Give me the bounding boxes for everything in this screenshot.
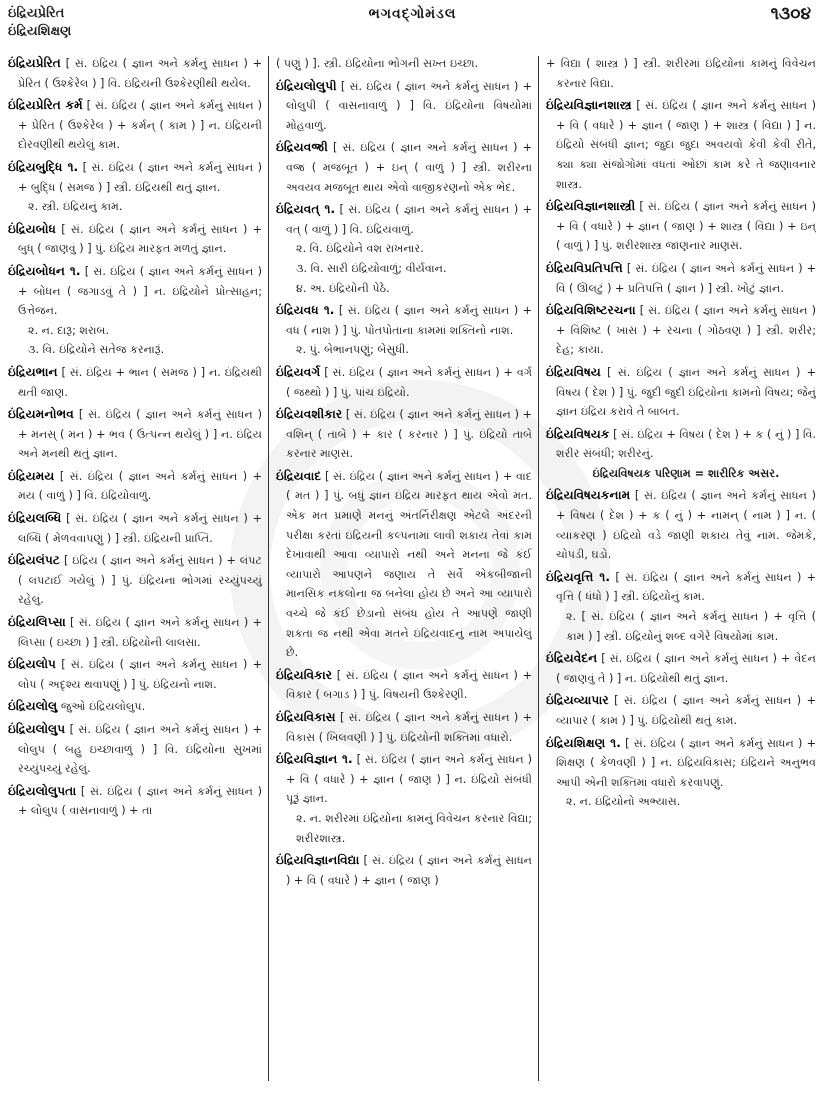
dictionary-entry	[276, 54, 532, 74]
entry-headword: ઇંદ્રિયબોધ	[8, 221, 56, 236]
dictionary-column-2	[276, 54, 532, 1084]
column-divider	[538, 56, 539, 1081]
dictionary-entry	[276, 138, 532, 197]
entry-definition: [ સં. ઇંદ્રિય ( જ્ઞાન અને કર્મનું સાધન ) + બોધન ( જગાડવું તે ) ] ન. ઇંદ્રિયોને પ્રોત્સાહન; ઉત્તેજન.	[18, 264, 262, 318]
entry-definition: [ સં. ઇંદ્રિય + વિષય ( દેશ ) + ક ( નું ) ] વિ. શરીર સંબંધી; શરીરનું.	[556, 427, 816, 461]
entry-headword: ઇંદ્રિયવિપ્રતિપત્તિ	[546, 260, 623, 275]
entry-definition: [ સં. ઇંદ્રિય ( જ્ઞાન અને કર્મનું સાધન ) + વિ ( વધારે ) + જ્ઞાન ( જાણ ) + શાસ્ત્ર ( વિદ્યા ) ] ન. ઇંદ્રિયો સંબંધી જ્ઞાન; જુદા જુદા અવયવો કેવી કેવી રીતે, ક્યા ક્યા સંજોગોમાં વધતાં ઓછાં કામ કરે તે જણાવનાર શાસ્ત્ર.	[556, 99, 816, 191]
entry-headword: ઇંદ્રિયબોધન ૧.	[8, 263, 81, 278]
dictionary-entry	[8, 220, 262, 259]
dictionary-entry	[276, 405, 532, 464]
dictionary-entry	[546, 363, 816, 422]
entry-definition: [ સં. ઇંદ્રિય ( જ્ઞાન અને કર્મનું સાધન ) + લોલુપી ( વાસનાવાળું ) ] વિ. ઇંદ્રિયોના વિષયોમાં મોહવાળું.	[286, 79, 532, 132]
entry-headword: ઇંદ્રિયવિજ્ઞાનશાસ્ત્ર	[546, 98, 632, 113]
entry-headword: ઇંદ્રિયવત્ ૧.	[276, 202, 336, 217]
dictionary-entry	[546, 54, 816, 93]
entry-definition: [ સં. ઇંદ્રિય ( જ્ઞાન અને કર્મનું સાધન ) + મનસ્ ( મન ) + ભવ ( ઉત્પન્ન થયેલું ) ] ન. ઇંદ્રિય અને મનથી થતું જ્ઞાન.	[18, 408, 262, 461]
entry-example: ઇંદ્રિયવિષયક પરિણામ = શારીરિક અસર.	[592, 466, 780, 480]
entry-definition: [ સં. ઇંદ્રિય + ભાન ( સમજ ) ] ન. ઇંદ્રિયથી થતી જાણ.	[18, 365, 262, 399]
entry-headword: ઇંદ્રિયભાન	[8, 364, 58, 379]
dictionary-entry	[546, 486, 816, 564]
entry-definition: [ ઇંદ્રિય ( જ્ઞાન અને કર્મનું સાધન ) + લંપટ ( લપટાઈ ગયેલું ) ] પું. ઇંદ્રિયના ભોગમાં રચ્યુંપચ્યું રહેલું.	[18, 554, 262, 607]
entry-headword: ઇંદ્રિયવધ ૧.	[276, 303, 335, 318]
entry-headword: ઇંદ્રિયલોલુપતા	[8, 783, 77, 798]
dictionary-entry	[8, 782, 262, 821]
entry-headword: ઇંદ્રિયલોલુપ	[8, 722, 66, 736]
dictionary-column-3	[546, 54, 816, 1084]
entry-definition: [ સં. ઇંદ્રિય ( જ્ઞાન અને કર્મનું સાધન ) + વિ ( ઊલટું ) + પ્રતિપત્તિ ( જ્ઞાન ) ] સ્ત્રી. ખોટું જ્ઞાન.	[556, 261, 816, 295]
dictionary-entry	[8, 54, 262, 93]
entry-headword: ઇંદ્રિયવિકાસ	[276, 710, 336, 724]
entry-definition: [ સં. ઇંદ્રિય ( જ્ઞાન અને કર્મનું સાધન ) + વ્યાપાર ( કામ ) ] પું. ઇંદ્રિયોથી થતું કામ.	[556, 694, 816, 727]
dictionary-entry	[8, 697, 262, 717]
entry-definition: [ સં. ઇંદ્રિય ( જ્ઞાન અને કર્મનું સાધન ) + વૃત્તિ ( ધંધો ) ] સ્ત્રી. ઇંદ્રિયોનું કામ.	[556, 570, 816, 604]
entry-definition: [ સં. ઇંદ્રિય ( જ્ઞાન અને કર્મનું સાધન ) + વજ્ર ( મજબૂત ) + ઇન્ ( વાળું ) ] સ્ત્રી. શરીરના અવયવ મજબૂત થાય એવો વાજીકરણનો એક ભેદ.	[286, 141, 532, 194]
entry-definition: [ સં. ઇંદ્રિય ( જ્ઞાન અને કર્મનું સાધન ) + વિ ( વધારે ) + જ્ઞાન ( જાણ )	[286, 854, 532, 887]
dictionary-entry	[276, 200, 532, 298]
dictionary-entry	[276, 363, 532, 402]
entry-sense: ૨. ન. દારૂ; શરાબ.	[28, 323, 110, 337]
dictionary-entry	[8, 613, 262, 652]
entry-definition: [ સં. ઇંદ્રિય ( જ્ઞાન અને કર્મનું સાધન ) + વાદ ( મત ) ] પું. બધું જ્ઞાન ઇંદ્રિય મારફત થાય એવો મત. એક મત પ્રમાણે મનનું અંતર્નિરીક્ષણ એટલે અંદરની પરીક્ષા કરતાં ઇંદ્રિયની કલ્પનામાં લાવી શકાય તેવાં કામ દેખાવાથી આવા વ્યાપારો નથી અને મનના જે કંઈ વ્યાપારો આપણને જણાય તે સર્વે એકબીજાની માનસિક નકલોના જ બનેલા હોય છે અને આ વ્યાપારો વચ્ચે જે કંઈ છેડાનો સંબંધ હોય તે આપણે જાણી શકતા જ નથી એવા મતને ઇંદ્રિયવાદનું નામ અપાયેલું છે.	[286, 469, 532, 660]
entry-headword: ઇંદ્રિયવિષયકનામ	[546, 488, 631, 503]
entry-headword: ઇંદ્રિયવિજ્ઞાન ૧.	[276, 752, 353, 767]
entry-headword: ઇંદ્રિયવૃત્તિ ૧.	[546, 569, 611, 584]
entry-definition: [ સં. ઇંદ્રિય ( જ્ઞાન અને કર્મનું સાધન ) + લોલુપ ( વાસનાવાળું ) + તા	[18, 784, 262, 818]
dictionary-entry	[546, 259, 816, 298]
entry-headword: ઇંદ્રિયલોપ	[8, 657, 56, 672]
dictionary-entry	[276, 708, 532, 747]
entry-headword: ઇંદ્રિયવ્યાપાર	[546, 693, 609, 708]
dictionary-entry	[276, 666, 532, 705]
entry-headword: ઇંદ્રિયલિપ્સા	[8, 615, 66, 630]
entry-definition: [ સં. ઇંદ્રિય ( જ્ઞાન અને કર્મનું સાધન ) + પ્રેરિત ( ઉશ્કેરેલ ) + કર્મન્ ( કામ ) ] ન. ઇંદ્રિયની દોરવણીથી થયેલું કામ.	[18, 99, 262, 152]
entry-headword: ઇંદ્રિયવજ્રી	[276, 140, 328, 155]
column-divider	[268, 56, 269, 1081]
entry-headword: ઇંદ્રિયવિજ્ઞાનશાસ્ત્રી	[546, 199, 636, 214]
dictionary-column-1	[8, 54, 262, 1084]
entry-headword: ઇંદ્રિયવિકાર	[276, 667, 333, 682]
entry-sense: ૨. ન. ઇંદ્રિયોનો અભ્યાસ.	[566, 795, 681, 809]
dictionary-entry	[546, 734, 816, 812]
dictionary-entry	[546, 649, 816, 688]
entry-definition: [ સં. ઇંદ્રિય ( જ્ઞાન અને કર્મનું સાધન ) + બુદ્ધિ ( સમજ ) ] સ્ત્રી. ઇંદ્રિયથી થતું જ્ઞાન.	[18, 160, 262, 194]
dictionary-entry	[8, 551, 262, 610]
entry-definition: [ સં. ઇંદ્રિય ( જ્ઞાન અને કર્મનું સાધન ) + લિપ્સા ( ઇચ્છા ) ] સ્ત્રી. ઇંદ્રિયોની લાલસા.	[18, 616, 262, 649]
entry-definition: [ સં. ઇંદ્રિય ( જ્ઞાન અને કર્મનું સાધન ) + વિ ( વધારે ) + જ્ઞાન ( જાણ ) + શાસ્ત્ર ( વિદ્યા ) + ઇન્ ( વાળું ) ] પું. શરીરશાસ્ત્ર જાણનાર માણસ.	[556, 200, 816, 253]
dictionary-entry	[8, 405, 262, 464]
entry-definition: [ સં. ઇંદ્રિય ( જ્ઞાન અને કર્મનું સાધન ) + વેદન ( જાણવું તે ) ] ન. ઇંદ્રિયોથી થતું જ્ઞાન.	[556, 652, 816, 685]
page-header	[0, 0, 825, 50]
entry-definition: [ સં. ઇંદ્રિય ( જ્ઞાન અને કર્મનું સાધન ) + લબ્ધિ ( મેળવવાપણું ) ] સ્ત્રી. ઇંદ્રિયની પ્રાપ્તિ.	[18, 512, 262, 545]
entry-sense: ૨. ન. શરીરમાં ઇંદ્રિયોના કામનું વિવેચન કરનાર વિદ્યા; શરીરશાસ્ત્ર.	[296, 811, 532, 845]
entry-definition: [ સં. ઇંદ્રિય ( જ્ઞાન અને કર્મનું સાધન ) + પ્રેરિત ( ઉશ્કેરેલ ) ] વિ. ઇંદ્રિયની ઉશ્કેરણીથી થયેલ.	[18, 57, 262, 90]
guide-word-last: ઇંદ્રિયશિક્ષણ	[8, 24, 72, 39]
entry-headword: ઇંદ્રિયલબ્ધિ	[8, 511, 62, 526]
dictionary-entry	[8, 509, 262, 548]
entry-definition: [ સં. ઇંદ્રિય ( જ્ઞાન અને કર્મનું સાધન ) + વિ ( વધારે ) + જ્ઞાન ( જાણ ) ] ન. ઇંદ્રિયો સંબંધી પૂરૂં જ્ઞાન.	[286, 753, 532, 806]
entry-headword: ઇંદ્રિયશિક્ષણ ૧.	[546, 735, 621, 750]
dictionary-entry	[546, 96, 816, 194]
dictionary-entry	[276, 77, 532, 136]
entry-headword: ઇંદ્રિયવિશિષ્ટરચના	[546, 303, 636, 318]
entry-definition: [ સં. ઇંદ્રિય ( જ્ઞાન અને કર્મનું સાધન ) + વત્ ( વાળું ) ] વિ. ઇંદ્રિયવાળું.	[286, 203, 532, 236]
dictionary-entry	[8, 720, 262, 779]
entry-definition: [ સં. ઇંદ્રિય ( જ્ઞાન અને કર્મનું સાધન ) + વિષય ( દેશ ) ] પું. જુદી જુદી ઇંદ્રિયોના કામનો વિષય; જેનું જ્ઞાન ઇંદ્રિય કરાવે તે બાબત.	[556, 365, 816, 419]
entry-sense: ૨. વિ. ઇંદ્રિયોને વશ રાખનાર.	[296, 242, 424, 256]
entry-definition: [ સં. ઇંદ્રિય ( જ્ઞાન અને કર્મનું સાધન ) + વર્ગ ( જથ્થો ) ] પું. પાંચ ઇંદ્રિયો.	[286, 365, 532, 399]
entry-definition: [ સં. ઇંદ્રિય ( જ્ઞાન અને કર્મનું સાધન ) + વશિન્ ( તાબે ) + કાર ( કરનાર ) ] પું. ઇંદ્રિયો તાબે કરનાર માણસ.	[286, 408, 532, 461]
dictionary-entry	[8, 96, 262, 155]
running-title: ભગવદ્ગોમંડલ	[368, 6, 457, 22]
entry-headword: ઇંદ્રિયલંપટ	[8, 553, 60, 568]
entry-definition: [ સં. ઇંદ્રિય ( જ્ઞાન અને કર્મનું સાધન ) + વધ ( નાશ ) ] પું. પોતપોતાના કામમાં શક્તિનો નાશ.	[286, 304, 532, 337]
entry-sense: ૨. [ સં. ઇંદ્રિય ( જ્ઞાન અને કર્મનું સાધન ) + વૃત્તિ ( કામ ) ] સ્ત્રી. ઇંદ્રિયોનું શબ્દ વગેરે વિષયોમાં કામ.	[566, 610, 816, 643]
page-number: ૧૩૦૪	[770, 4, 811, 24]
entry-headword: ઇંદ્રિયવાદ	[276, 468, 322, 483]
entry-headword: ઇંદ્રિયમનોભવ	[8, 407, 74, 422]
entry-definition: [ સં. ઇંદ્રિય ( જ્ઞાન અને કર્મનું સાધન ) + બુધ્ ( જાણવું ) ] પું. ઇંદ્રિય મારફત મળતું જ્ઞાન.	[18, 222, 262, 256]
dictionary-entry	[8, 262, 262, 360]
entry-sense: ૩. વિ. સારી ઇંદ્રિયોવાળું; વીર્યવાન.	[296, 261, 447, 275]
entry-definition: [ સં. ઇંદ્રિય ( જ્ઞાન અને કર્મનું સાધન ) + શિક્ષણ ( કેળવણી ) ] ન. ઇંદ્રિયવિકાસ; ઇંદ્રિયને અનુભવ આપી એની શક્તિમાં વધારો કરવાપણું.	[556, 736, 816, 789]
dictionary-entry	[276, 851, 532, 890]
entry-headword: ઇંદ્રિયવિષય	[546, 364, 601, 379]
entry-sense: ૨. સ્ત્રી. ઇંદ્રિયનું કામ.	[28, 200, 123, 214]
entry-headword: ઇંદ્રિયવેદન	[546, 651, 598, 666]
entry-headword: ઇંદ્રિયપ્રેરિત	[8, 56, 61, 70]
entry-definition: જુઓ ઇંદ્રિયલોલુપ.	[60, 700, 146, 714]
entry-sense: ૪. અ. ઇંદ્રિયોની પેઠે.	[296, 281, 390, 295]
dictionary-entry	[546, 568, 816, 646]
entry-headword: ઇંદ્રિયવશીકાર	[276, 407, 343, 422]
entry-definition: ( પણું ) ]. સ્ત્રી. ઇંદ્રિયોના ભોગની સખ્ત ઇચ્છા.	[276, 57, 479, 70]
dictionary-entry	[8, 363, 262, 402]
entry-sense: ૨. પું. બેભાનપણું; બેસુધી.	[296, 343, 409, 357]
dictionary-entry	[276, 301, 532, 360]
dictionary-entry	[276, 750, 532, 848]
dictionary-entry	[276, 467, 532, 663]
entry-headword: ઇંદ્રિયલોલુ	[8, 699, 58, 714]
dictionary-entry	[546, 425, 816, 484]
entry-sense: ૩. વિ. ઇંદ્રિયોને સતેજ કરનારૂં.	[28, 343, 165, 357]
entry-headword: ઇંદ્રિયવર્ગ	[276, 364, 321, 379]
entry-headword: ઇંદ્રિયપ્રેરિત કર્મ	[8, 98, 83, 113]
guide-word-first: ઇંદ્રિયપ્રેરિત	[8, 6, 65, 21]
entry-definition: [ સં. ઇંદ્રિય ( જ્ઞાન અને કર્મનું સાધન ) + લોપ ( અદૃશ્ય થવાપણું ) ] પું. ઇંદ્રિયનો નાશ.	[18, 658, 262, 691]
dictionary-entry	[546, 691, 816, 730]
entry-headword: ઇંદ્રિયલોલુપી	[276, 78, 337, 93]
entry-definition: [ સં. ઇંદ્રિય ( જ્ઞાન અને કર્મનું સાધન ) + લોલુપ ( બહુ ઇચ્છાવાળું ) ] વિ. ઇંદ્રિયોના સુખમાં રચ્યુંપચ્યું રહેલું.	[18, 723, 262, 776]
entry-definition: [ સં. ઇંદ્રિય ( જ્ઞાન અને કર્મનું સાધન ) + મય ( વાળું ) ] વિ. ઇંદ્રિયોવાળું.	[18, 469, 262, 503]
entry-headword: ઇંદ્રિયવિષયક	[546, 426, 610, 441]
entry-headword: ઇંદ્રિયબુદ્ધિ ૧.	[8, 159, 79, 174]
entry-definition: [ સં. ઇંદ્રિય ( જ્ઞાન અને કર્મનું સાધન ) + વિકાર ( બગાડ ) ] પું. વિષયની ઉશ્કેરણી.	[286, 668, 532, 702]
entry-headword: ઇંદ્રિયમય	[8, 468, 55, 483]
entry-definition: [ સં. ઇંદ્રિય ( જ્ઞાન અને કર્મનું સાધન ) + વિષય ( દેશ ) + ક ( નું ) + નામન્ ( નામ ) ] ન. ( વ્યાકરણ ) ઇંદ્રિયો વડે જાણી શકાય તેવું નામ. જેમકે, ચોપડી, ઘડો.	[556, 489, 816, 562]
dictionary-entry	[8, 158, 262, 217]
dictionary-entry	[8, 467, 262, 506]
entry-definition: [ સં. ઇંદ્રિય ( જ્ઞાન અને કર્મનું સાધન ) + વિશિષ્ટ ( ખાસ ) + રચના ( ગોઠવણ ) ] સ્ત્રી. શરીર; દેહ; કાયા.	[556, 304, 816, 357]
entry-definition: + વિદ્યા ( શાસ્ત્ર ) ] સ્ત્રી. શરીરમાં ઇંદ્રિયોનાં કામનું વિવેચન કરનાર વિદ્યા.	[546, 57, 816, 90]
dictionary-entry	[546, 197, 816, 256]
entry-definition: [ સં. ઇંદ્રિય ( જ્ઞાન અને કર્મનું સાધન ) + વિકાસ ( ખિલવણી ) ] પું. ઇંદ્રિયોની શક્તિમાં વધારો.	[286, 711, 532, 744]
dictionary-entry	[8, 655, 262, 694]
entry-headword: ઇંદ્રિયવિજ્ઞાનવિદ્યા	[276, 853, 360, 868]
dictionary-entry	[546, 301, 816, 360]
